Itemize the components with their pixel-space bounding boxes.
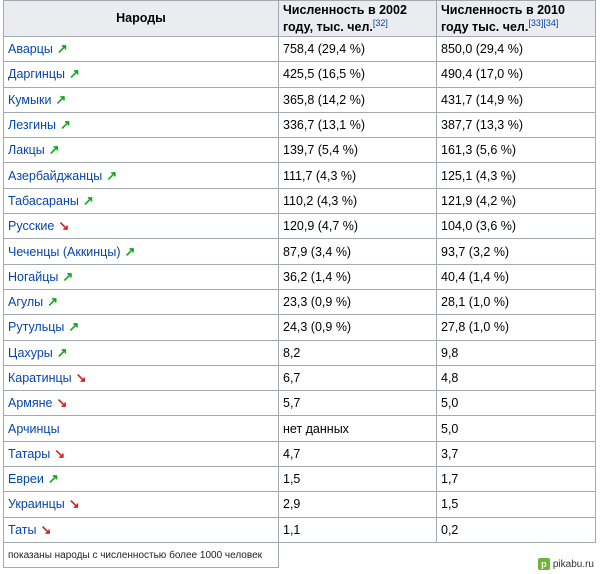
people-link[interactable]: Таты — [8, 522, 37, 537]
people-link[interactable]: Табасараны — [8, 193, 79, 208]
value-2010-cell: 93,7 (3,2 %) — [437, 239, 596, 264]
people-link[interactable]: Аварцы — [8, 42, 53, 57]
value-2010-cell: 40,4 (1,4 %) — [437, 264, 596, 289]
table-row — [4, 289, 596, 314]
value-2002-cell: 1,1 — [279, 517, 437, 542]
value-2002-cell: нет данных — [279, 416, 437, 441]
people-cell — [4, 416, 279, 441]
table-row — [4, 62, 596, 87]
table-row — [4, 264, 596, 289]
table-row — [4, 441, 596, 466]
table-row — [4, 391, 596, 416]
trend-up-arrow-icon: ↗ — [48, 142, 60, 158]
value-2002-cell: 24,3 (0,9 %) — [279, 315, 437, 340]
header-2002 — [279, 1, 437, 37]
people-cell — [4, 188, 279, 213]
people-link[interactable]: Татары — [8, 446, 51, 461]
people-link[interactable]: Азербайджанцы — [8, 168, 103, 183]
people-link[interactable]: Русские — [8, 219, 55, 234]
value-2010-cell: 387,7 (13,3 %) — [437, 112, 596, 137]
table-row — [4, 87, 596, 112]
people-link[interactable]: Лезгины — [8, 118, 57, 133]
people-cell — [4, 239, 279, 264]
value-2002-cell: 336,7 (13,1 %) — [279, 112, 437, 137]
table-row — [4, 315, 596, 340]
header-2010 — [437, 1, 596, 37]
value-2002-cell: 87,9 (3,4 %) — [279, 239, 437, 264]
people-cell — [4, 264, 279, 289]
trend-up-arrow-icon: ↗ — [56, 344, 68, 360]
value-2010-cell: 28,1 (1,0 %) — [437, 289, 596, 314]
people-cell — [4, 492, 279, 517]
people-cell — [4, 214, 279, 239]
trend-up-arrow-icon: ↗ — [82, 192, 94, 208]
trend-down-arrow-icon: ↘ — [58, 218, 70, 234]
header-peoples: Народы — [4, 1, 279, 37]
table-row — [4, 365, 596, 390]
header-2010-label: Численность в 2010 году тыс. чел. — [441, 2, 565, 34]
trend-up-arrow-icon: ↗ — [56, 41, 68, 57]
trend-up-arrow-icon: ↗ — [106, 167, 118, 183]
value-2010-cell: 850,0 (29,4 %) — [437, 37, 596, 62]
people-cell — [4, 62, 279, 87]
value-2010-cell: 104,0 (3,6 %) — [437, 214, 596, 239]
value-2010-cell: 121,9 (4,2 %) — [437, 188, 596, 213]
value-2010-cell: 431,7 (14,9 %) — [437, 87, 596, 112]
people-cell — [4, 517, 279, 542]
header-row — [4, 1, 596, 37]
table-row — [4, 112, 596, 137]
value-2010-cell: 161,3 (5,6 %) — [437, 138, 596, 163]
people-link[interactable]: Даргинцы — [8, 67, 65, 82]
value-2002-cell: 23,3 (0,9 %) — [279, 289, 437, 314]
trend-down-arrow-icon: ↘ — [56, 395, 68, 411]
people-cell — [4, 138, 279, 163]
value-2002-cell: 139,7 (5,4 %) — [279, 138, 437, 163]
value-2010-cell: 125,1 (4,3 %) — [437, 163, 596, 188]
value-2002-cell: 425,5 (16,5 %) — [279, 62, 437, 87]
table-row — [4, 492, 596, 517]
ref-33-34-link[interactable]: [33][34] — [528, 17, 559, 28]
value-2010-cell: 1,7 — [437, 467, 596, 492]
footnote: показаны народы с численностью более 1000 человек — [4, 542, 279, 567]
people-cell — [4, 112, 279, 137]
value-2002-cell: 36,2 (1,4 %) — [279, 264, 437, 289]
table-row — [4, 37, 596, 62]
people-link[interactable]: Каратинцы — [8, 371, 72, 385]
value-2002-cell: 120,9 (4,7 %) — [279, 214, 437, 239]
trend-up-arrow-icon: ↗ — [47, 471, 59, 487]
value-2010-cell: 5,0 — [437, 391, 596, 416]
value-2002-cell: 111,7 (4,3 %) — [279, 163, 437, 188]
value-2010-cell: 0,2 — [437, 517, 596, 542]
people-link[interactable]: Евреи — [8, 472, 44, 487]
header-2002-label: Численность в 2002 году, тыс. чел. — [283, 2, 407, 34]
trend-down-arrow-icon: ↘ — [40, 521, 52, 537]
trend-up-arrow-icon: ↗ — [124, 243, 136, 259]
people-cell — [4, 163, 279, 188]
table-row — [4, 188, 596, 213]
footnote-row — [4, 542, 596, 567]
people-link[interactable]: Ногайцы — [8, 269, 59, 284]
watermark — [538, 558, 594, 570]
people-link[interactable]: Кумыки — [8, 92, 52, 107]
people-link[interactable]: Арчинцы — [8, 421, 60, 436]
value-2010-cell: 1,5 — [437, 492, 596, 517]
people-cell — [4, 391, 279, 416]
table-row — [4, 214, 596, 239]
people-cell — [4, 441, 279, 466]
value-2010-cell: 4,8 — [437, 365, 596, 390]
people-cell — [4, 340, 279, 365]
watermark-text: pikabu.ru — [552, 558, 594, 570]
value-2002-cell: 6,7 — [279, 365, 437, 390]
table-row — [4, 239, 596, 264]
people-link[interactable]: Цахуры — [8, 345, 53, 360]
people-link[interactable]: Чеченцы (Аккинцы) — [8, 244, 121, 259]
value-2002-cell: 758,4 (29,4 %) — [279, 37, 437, 62]
pikabu-logo-icon: p — [538, 558, 550, 570]
value-2010-cell: 3,7 — [437, 441, 596, 466]
people-cell — [4, 87, 279, 112]
table-row — [4, 467, 596, 492]
people-link[interactable]: Лакцы — [8, 143, 45, 158]
table-row — [4, 138, 596, 163]
trend-down-arrow-icon: ↘ — [75, 370, 87, 385]
trend-up-arrow-icon: ↗ — [47, 294, 59, 310]
ref-32-link[interactable]: [32] — [372, 17, 388, 28]
value-2002-cell: 5,7 — [279, 391, 437, 416]
trend-up-arrow-icon: ↗ — [55, 91, 67, 107]
value-2010-cell: 5,0 — [437, 416, 596, 441]
people-link[interactable]: Агулы — [8, 295, 44, 310]
table-row — [4, 416, 596, 441]
value-2010-cell: 27,8 (1,0 %) — [437, 315, 596, 340]
table-row — [4, 163, 596, 188]
table-row — [4, 340, 596, 365]
people-cell — [4, 365, 279, 390]
population-table — [3, 0, 596, 568]
people-link[interactable]: Рутульцы — [8, 320, 65, 335]
value-2002-cell: 110,2 (4,3 %) — [279, 188, 437, 213]
trend-up-arrow-icon: ↗ — [62, 268, 74, 284]
value-2002-cell: 2,9 — [279, 492, 437, 517]
trend-up-arrow-icon: ↗ — [68, 319, 80, 335]
value-2010-cell: 9,8 — [437, 340, 596, 365]
people-link[interactable]: Армяне — [8, 396, 53, 411]
value-2002-cell: 4,7 — [279, 441, 437, 466]
people-cell — [4, 467, 279, 492]
trend-up-arrow-icon: ↗ — [60, 117, 71, 133]
people-link[interactable]: Украинцы — [8, 497, 65, 512]
value-2002-cell: 1,5 — [279, 467, 437, 492]
people-cell — [4, 37, 279, 62]
value-2010-cell: 490,4 (17,0 %) — [437, 62, 596, 87]
table-row — [4, 517, 596, 542]
value-2002-cell: 8,2 — [279, 340, 437, 365]
people-cell — [4, 315, 279, 340]
value-2002-cell: 365,8 (14,2 %) — [279, 87, 437, 112]
trend-up-arrow-icon: ↗ — [68, 66, 80, 82]
trend-down-arrow-icon: ↘ — [68, 496, 80, 512]
trend-down-arrow-icon: ↘ — [54, 445, 66, 461]
people-cell — [4, 289, 279, 314]
